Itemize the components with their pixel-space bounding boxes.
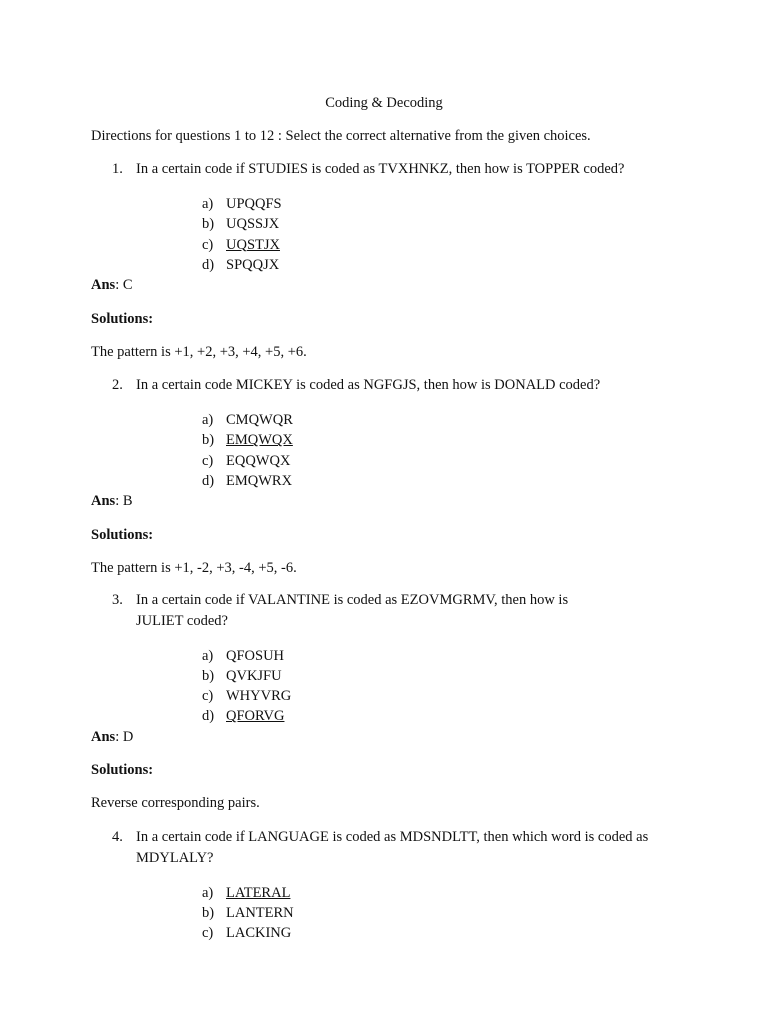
question-number: 2. [112, 377, 123, 393]
option-d [202, 471, 682, 491]
option-text: UPQQFS [226, 196, 282, 212]
option-text: EMQWRX [226, 472, 293, 489]
option-letter: b) [202, 432, 215, 449]
option-letter: c) [202, 236, 214, 253]
answer-3 [91, 727, 133, 747]
options-list [202, 194, 682, 275]
option-b [202, 214, 682, 234]
option-text: LANTERN [226, 904, 294, 921]
option-d [202, 255, 682, 275]
option-c [202, 235, 682, 255]
solution-text-1: The pattern is +1, +2, +3, +4, +5, +6. [91, 344, 307, 360]
solutions-heading-1: Solutions: [91, 311, 154, 327]
question-number: 1. [112, 161, 123, 177]
option-a [202, 883, 672, 903]
solutions-heading-3: Solutions: [91, 762, 154, 778]
directions-text: Directions for questions 1 to 12 : Select the correct alternative from the given choices. [91, 128, 591, 144]
option-letter: b) [202, 904, 215, 921]
option-text: QVKJFU [226, 667, 282, 684]
question-3 [112, 590, 582, 741]
option-text-correct: UQSTJX [226, 236, 280, 253]
option-text-correct: QFORVG [226, 708, 285, 725]
option-letter: c) [202, 688, 214, 705]
option-letter: b) [202, 216, 215, 233]
answer-value: : D [115, 729, 134, 745]
option-letter: d) [202, 708, 215, 725]
option-letter: a) [202, 884, 214, 901]
option-text-correct: LATERAL [226, 884, 291, 901]
solution-text-3: Reverse corresponding pairs. [91, 795, 260, 811]
answer-label: Ans [91, 729, 116, 745]
option-letter: b) [202, 667, 215, 684]
option-text: UQSSJX [226, 216, 280, 233]
answer-2 [91, 491, 133, 511]
question-number: 3. [112, 592, 123, 608]
option-letter: c) [202, 925, 214, 942]
option-a [202, 194, 682, 214]
question-4 [112, 827, 672, 958]
option-text: LACKING [226, 925, 292, 942]
question-text: In a certain code if LANGUAGE is coded as MDSNDLTT, then which word is coded as MDYLALY? [136, 829, 649, 866]
question-1 [112, 159, 682, 290]
option-b [202, 430, 682, 450]
option-letter: d) [202, 256, 215, 273]
question-text: In a certain code if VALANTINE is coded as EZOVMGRMV, then how is JULIET coded? [136, 592, 569, 629]
option-letter: c) [202, 452, 214, 469]
option-text: WHYVRG [226, 688, 292, 705]
question-2 [112, 375, 682, 506]
option-text: CMQWQR [226, 412, 293, 428]
answer-value: : B [115, 493, 133, 509]
option-c [202, 923, 672, 943]
option-text-correct: EMQWQX [226, 432, 293, 449]
options-list [202, 410, 682, 491]
option-d [202, 706, 582, 726]
option-letter: a) [202, 196, 214, 212]
option-a [202, 410, 682, 430]
question-text: In a certain code MICKEY is coded as NGFGJS, then how is DONALD coded? [136, 377, 601, 393]
answer-1 [91, 275, 133, 295]
answer-label: Ans [91, 277, 116, 293]
option-c [202, 686, 582, 706]
option-text: QFOSUH [226, 647, 285, 664]
option-letter: d) [202, 472, 215, 489]
option-c [202, 451, 682, 471]
question-number: 4. [112, 829, 123, 845]
option-letter: a) [202, 647, 214, 664]
option-text: SPQQJX [226, 256, 280, 273]
solutions-heading-2: Solutions: [91, 527, 154, 543]
options-list [202, 883, 672, 944]
answer-value: : C [115, 277, 133, 293]
options-list [202, 646, 582, 727]
page-title: Coding & Decoding [325, 95, 443, 111]
option-a [202, 646, 582, 666]
option-b [202, 903, 672, 923]
option-letter: a) [202, 412, 214, 428]
option-b [202, 666, 582, 686]
question-text: In a certain code if STUDIES is coded as TVXHNKZ, then how is TOPPER coded? [136, 161, 625, 177]
solution-text-2: The pattern is +1, -2, +3, -4, +5, -6. [91, 560, 297, 576]
answer-label: Ans [91, 493, 116, 509]
option-text: EQQWQX [226, 452, 291, 469]
